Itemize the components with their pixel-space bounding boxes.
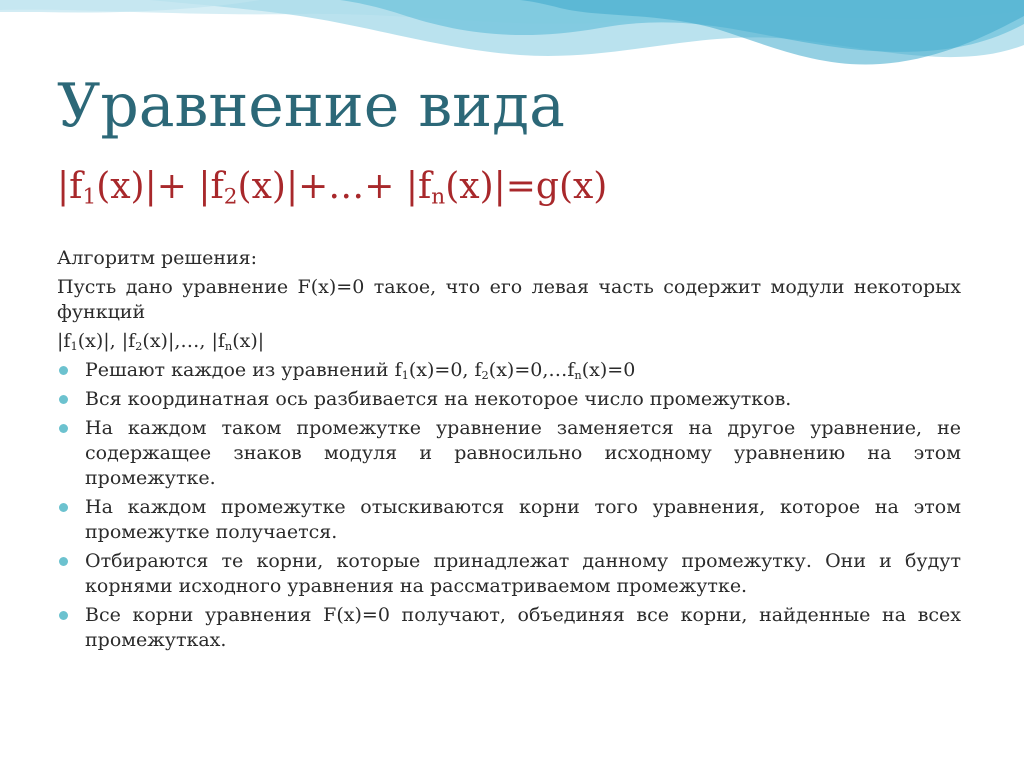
problem-statement: Пусть дано уравнение F(x)=0 такое, что его левая часть содержит модули некоторых функций (57, 276, 961, 323)
algorithm-steps (57, 358, 961, 653)
bullet-dot-icon (59, 557, 68, 566)
function-list: $|f_1(x)|$, $|f_2(x)|,\dots$, $|f_n(x)|$ (57, 330, 265, 353)
algorithm-heading: Алгоритм решения: (57, 247, 258, 269)
bullet-dot-icon (59, 503, 68, 512)
bullet-dot-icon (59, 611, 68, 620)
list-item: На каждом промежутке отыскиваются корни того уравнения, которое на этом промежутке получается. (57, 495, 961, 545)
bullet-dot-icon (59, 366, 68, 375)
list-item: Вся координатная ось разбивается на некоторое число промежутков. (57, 387, 961, 412)
list-item: Решают каждое из уравнений $f_1(x)=0$, $f_2(x)=0,\dots f_n(x)=0$ (57, 358, 961, 383)
slide-title: Уравнение вида (57, 71, 565, 141)
list-item: На каждом таком промежутке уравнение заменяется на другое уравнение, не содержащее знаков модуля и равносильно исходному уравнению на этом промежутке. (57, 416, 961, 491)
list-item: Все корни уравнения F(x)=0 получают, объединяя все корни, найденные на всех промежутках. (57, 603, 961, 653)
list-item: Отбираются те корни, которые принадлежат данному промежутку. Они и будут корнями исходного уравнения на рассматриваемом промежутке. (57, 549, 961, 599)
bullet-dot-icon (59, 424, 68, 433)
slide-content (57, 246, 961, 657)
equation-formula: $|f_1(x)|+$ $|f_2(x)|+\dots+ |f_n(x)|=g(x)$ (57, 166, 608, 210)
bullet-dot-icon (59, 395, 68, 404)
